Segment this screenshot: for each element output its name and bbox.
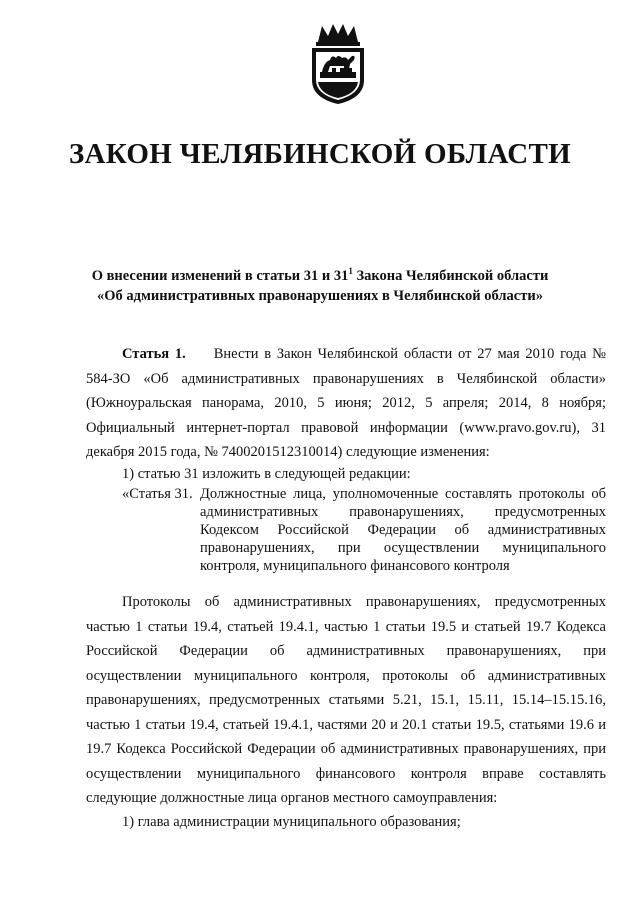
law-title: ЗАКОН ЧЕЛЯБИНСКОЙ ОБЛАСТИ <box>68 138 572 170</box>
quoted-article-label: «Статья 31. <box>122 486 193 502</box>
subtitle-line1-start: О внесении изменений в статьи 31 и 31 <box>91 268 349 284</box>
quoted-article-heading: Должностные лица, уполномоченные составлять протоколы об административных правонарушениях, предусмотренных Кодексом Российской Федерации об административных правонарушениях, при осуществлении муниципального контроля, муниципального финансового контроля <box>200 486 606 574</box>
subtitle-superscript: 1 <box>348 266 353 277</box>
article-1-paragraph <box>86 342 606 465</box>
subtitle-line1-end: Закона Челябинской области <box>352 268 549 284</box>
law-subtitle <box>60 266 580 306</box>
subtitle-line2: «Об административных правонарушениях в Челябинской области» <box>97 288 543 304</box>
article-1-text: Внести в Закон Челябинской области от 27 мая 2010 года № 584-ЗО «Об административных правонарушениях в Челябинской области» (Южноуральская панорама, 2010, 5 июня; 2012, 5 апреля; 2014, 8 ноября; Официальный интернет-портал правовой информации (www.pravo.gov.ru), 31 декабря 2015 года, № 7400201512310014) следующие изменения: <box>86 346 607 460</box>
list-item-1: 1) глава администрации муниципального образования; <box>122 814 461 830</box>
article-1-label: Статья 1. <box>122 346 186 362</box>
article-1-item-1: 1) статью 31 изложить в следующей редакции: <box>122 466 411 482</box>
protocols-paragraph: Протоколы об административных правонарушениях, предусмотренных частью 1 статьи 19.4, статьей 19.4.1, частью 1 статьи 19.5 и статьей 19.7 Кодекса Российской Федерации об административных правонарушениях, при осуществлении муниципального контроля, протоколы об административных правонарушениях, предусмотренных статьями 5.21, 15.1, 15.11, 15.14–15.15.16, частью 1 статьи 19.4, статьей 19.4.1, частями 20 и 20.1 статьи 19.5, статьями 19.6 и 19.7 Кодекса Российской Федерации об административных правонарушениях, при осуществлении муниципального финансового контроля вправе составлять следующие должностные лица органов местного самоуправления: <box>86 594 606 806</box>
coat-of-arms-icon <box>304 22 372 106</box>
